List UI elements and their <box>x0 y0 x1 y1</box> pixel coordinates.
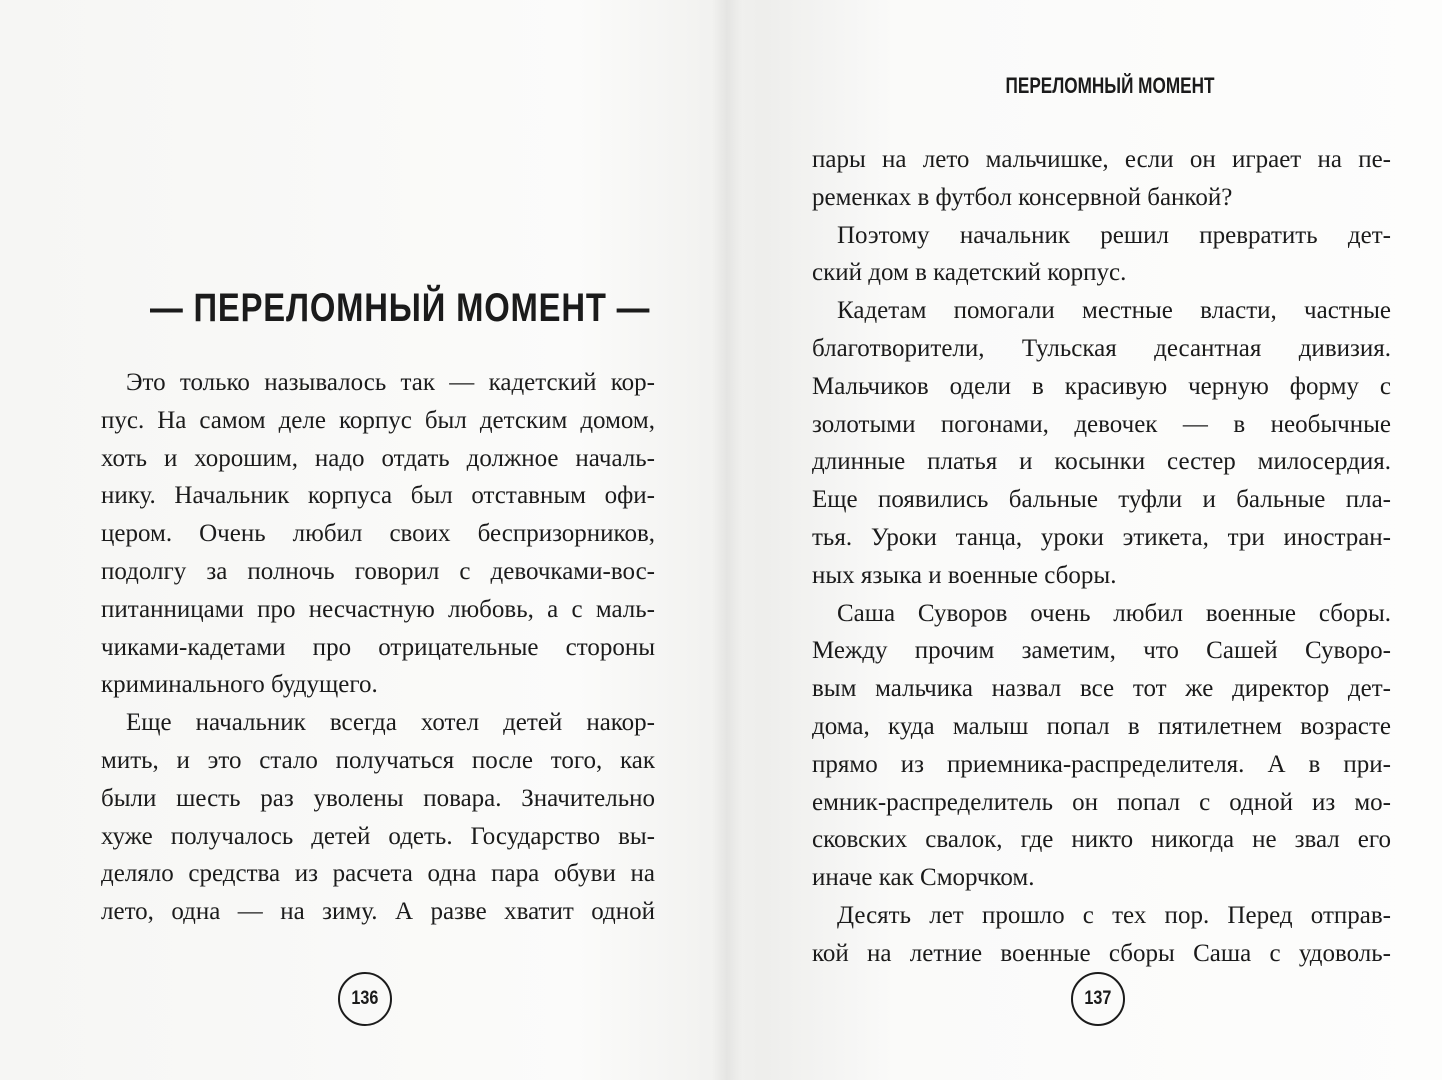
page-number-text: 136 <box>351 988 379 1009</box>
text-line: Между прочим заметим, что Сашей Суворо- <box>812 637 1391 665</box>
text-line: подолгу за полночь говорил с девочками-вос- <box>101 557 655 585</box>
page-number <box>338 972 392 1026</box>
body-text <box>812 141 1391 973</box>
body-text <box>101 364 655 931</box>
left-page <box>0 0 720 1080</box>
text-line: криминального будущего. <box>101 671 378 699</box>
page-number-text: 137 <box>1084 988 1112 1009</box>
running-head: ПЕРЕЛОМНЫЙ МОМЕНТ <box>1005 73 1215 98</box>
text-line: пус. На самом деле корпус был детским домом, <box>101 406 655 434</box>
text-line: золотыми погонами, девочек — в необычные <box>812 410 1391 438</box>
text-line: чиками-кадетами про отрицательные стороны <box>101 633 655 661</box>
text-line: Еще начальник всегда хотел детей накор- <box>126 709 655 737</box>
text-line: были шесть раз уволены повара. Значительно <box>101 784 655 812</box>
text-line: емник-распределитель он попал с одной из мо- <box>812 788 1391 816</box>
text-line: Это только называлось так — кадетский кор- <box>126 369 655 396</box>
page-number <box>1071 972 1125 1026</box>
text-line: ременках в футбол консервной банкой? <box>812 183 1233 211</box>
text-line: кой на летние военные сборы Саша с удоволь- <box>812 939 1391 967</box>
text-line: хуже получалось детей одеть. Государство вы- <box>101 822 655 850</box>
chapter-title: — ПЕРЕЛОМНЫЙ МОМЕНТ — <box>149 286 651 330</box>
text-line: лето, одна — на зиму. А разве хватит одной <box>101 898 655 926</box>
text-line: Десять лет прошло с тех пор. Перед отправ- <box>837 901 1391 929</box>
text-line: дома, куда малыш попал в пятилетнем возрасте <box>812 712 1391 740</box>
text-line: Саша Суворов очень любил военные сборы. <box>837 599 1391 627</box>
text-line: прямо из приемника-распределителя. А в при- <box>812 750 1391 778</box>
text-line: длинные платья и косынки сестер милосердия. <box>812 448 1391 476</box>
text-line: ных языка и военные сборы. <box>812 561 1117 589</box>
text-line: благотворители, Тульская десантная дивизия. <box>812 334 1391 362</box>
text-line: нику. Начальник корпуса был отставным офи- <box>101 482 655 510</box>
text-line: мить, и это стало получаться после того, как <box>101 746 655 774</box>
text-line: Мальчиков одели в красивую черную форму с <box>812 372 1391 400</box>
text-line: деляло средства из расчета одна пара обуви на <box>101 860 655 888</box>
text-line: хоть и хорошим, надо отдать должное началь- <box>101 444 655 472</box>
text-line: Кадетам помогали местные власти, частные <box>837 297 1391 325</box>
text-line: Еще появились бальные туфли и бальные пла- <box>812 486 1391 514</box>
text-line: вым мальчика назвал все тот же директор дет- <box>812 675 1391 703</box>
text-line: сковских свалок, где никто никогда не звал его <box>812 826 1391 854</box>
text-line: тья. Уроки танца, уроки этикета, три иностран- <box>812 523 1391 551</box>
right-page <box>720 0 1442 1080</box>
text-line: пары на лето мальчишке, если он играет на пе- <box>812 146 1391 173</box>
text-line: ский дом в кадетский корпус. <box>812 259 1127 287</box>
text-line: Поэтому начальник решил превратить дет- <box>837 221 1391 249</box>
text-line: иначе как Сморчком. <box>812 864 1035 892</box>
text-line: цером. Очень любил своих беспризорников, <box>101 520 655 548</box>
text-line: питанницами про несчастную любовь, а с маль- <box>101 595 655 623</box>
